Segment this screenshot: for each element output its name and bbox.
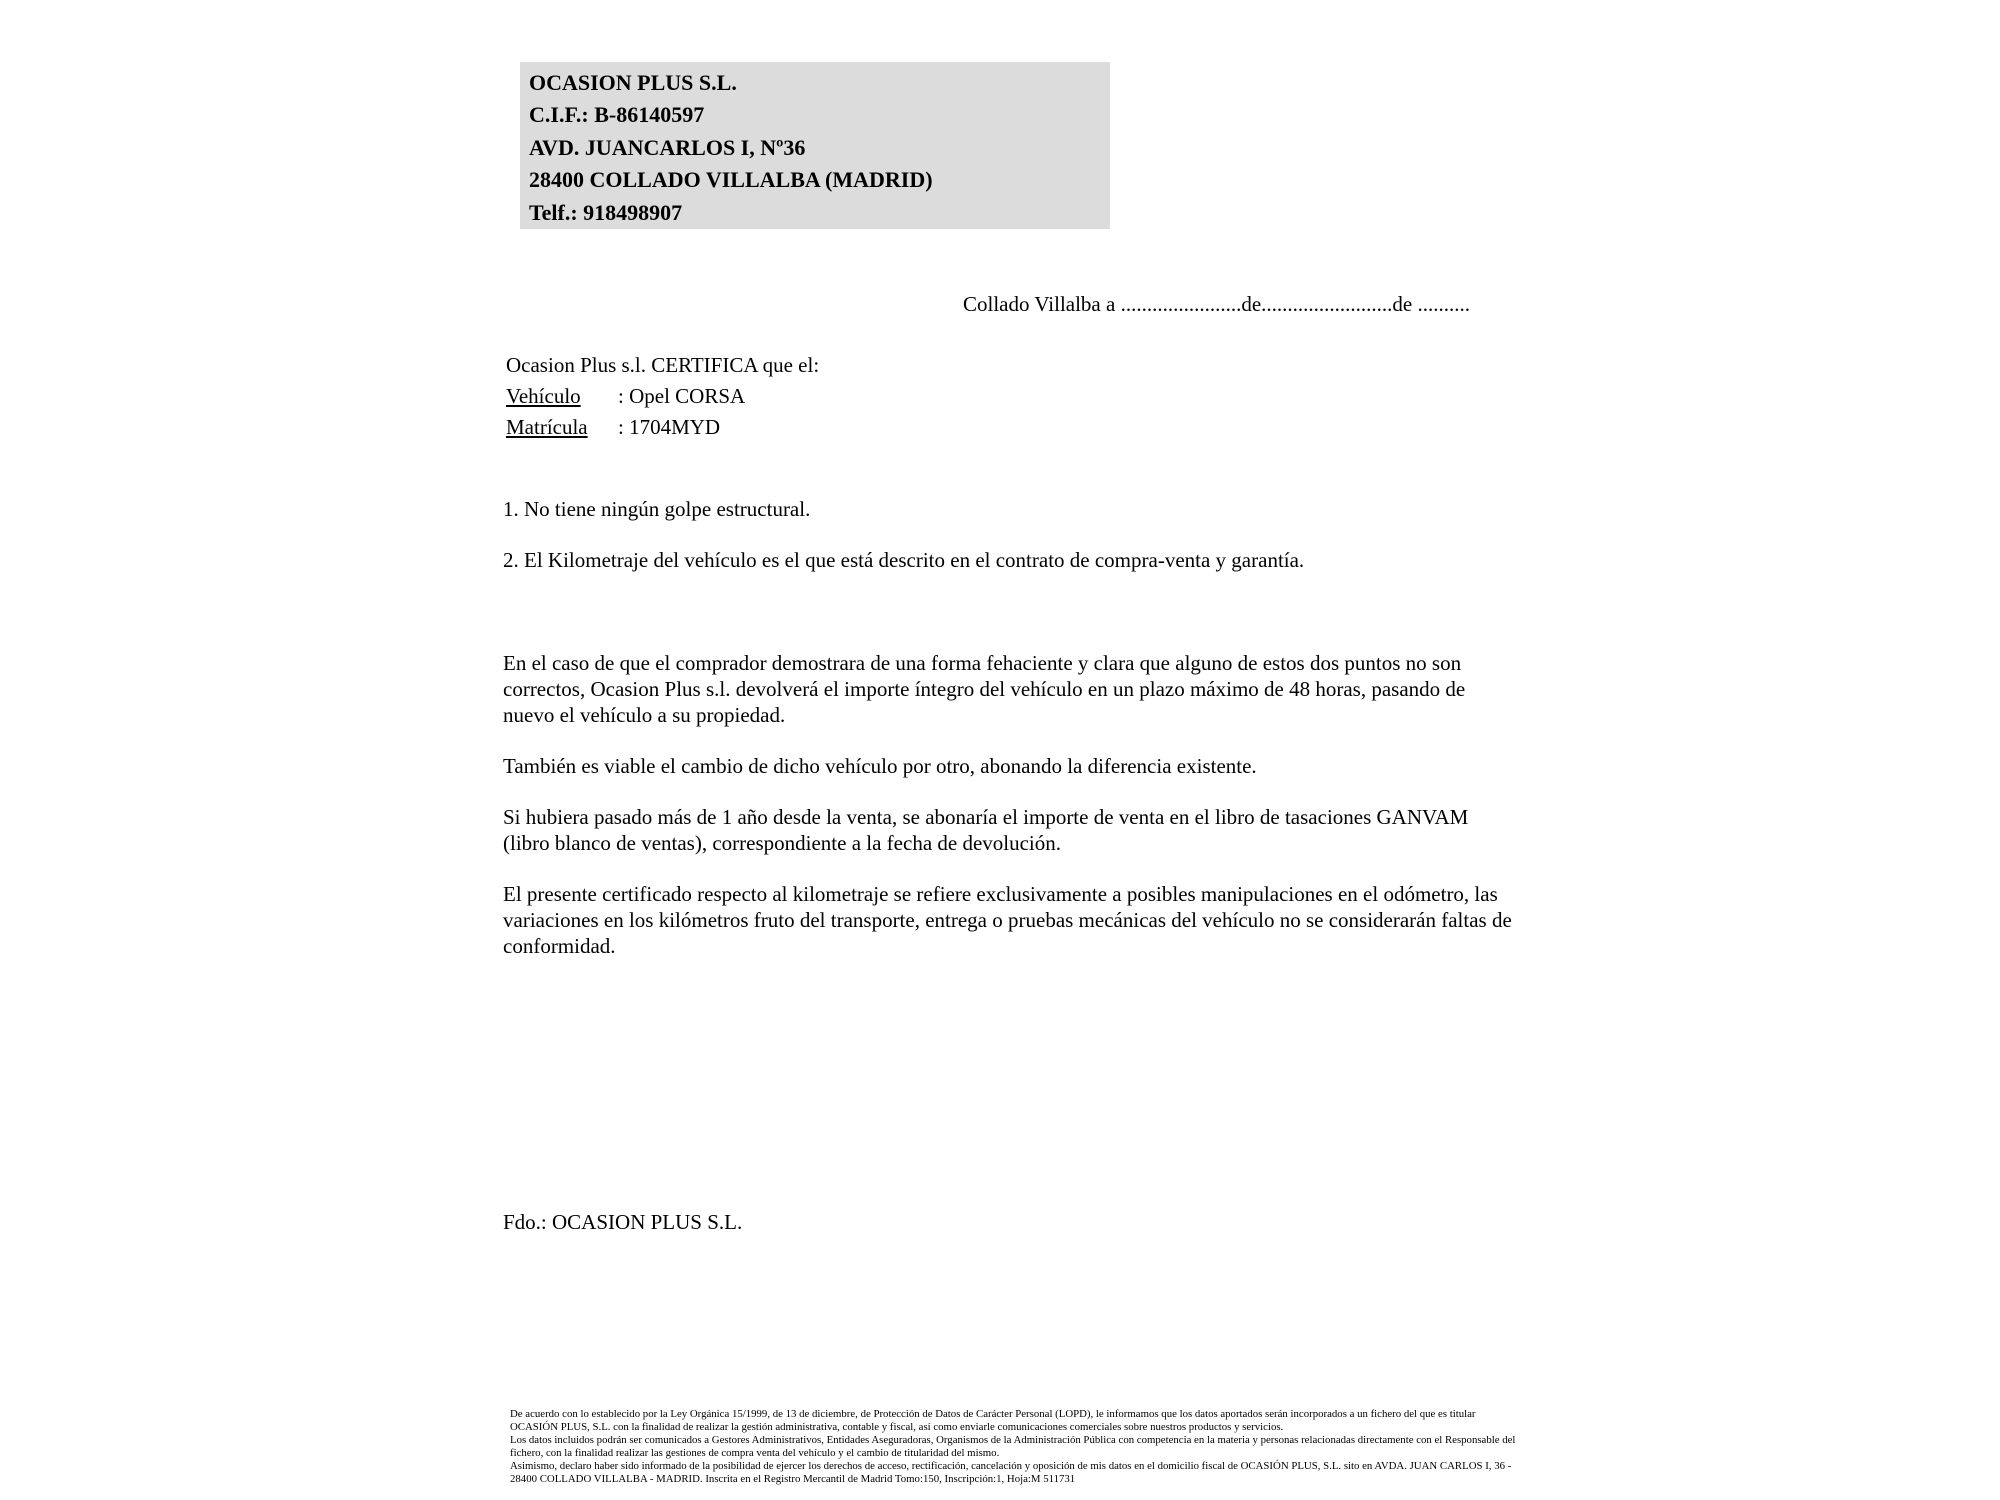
vehicle-field (506, 381, 819, 412)
plate-field (506, 412, 819, 443)
legal-paragraph-lopd: De acuerdo con lo establecido por la Ley Orgánica 15/1999, de 13 de diciembre, de Protección de Datos de Carácter Personal (LOPD), le informamos que los datos aportados serán incorporados a un fichero del que es titular OCASIÓN PLUS, S.L. con la finalidad de realizar la gestión administrativa, contable y fiscal, así como enviarle comunicaciones comerciales sobre nuestros productos y servicios. (510, 1408, 1476, 1433)
refund-clause-paragraph: En el caso de que el comprador demostrara de una forma fehaciente y clara que alguno de estos dos puntos no son correctos, Ocasion Plus s.l. devolverá el importe íntegro del vehículo en un plazo máximo de 48 horas, pasando de nuevo el vehículo a su propiedad. (503, 651, 1466, 727)
certified-point-1: 1. No tiene ningún golpe estructural. (503, 497, 811, 521)
company-address: AVD. JUANCARLOS I, Nº36 (529, 134, 806, 160)
odometer-clause-paragraph: El presente certificado respecto al kilometraje se refiere exclusivamente a posibles manipulaciones en el odómetro, las variaciones en los kilómetros fruto del transporte, entrega o pruebas mecánicas del vehículo no se considerarán faltas de conformidad. (503, 882, 1512, 958)
vehicle-value: : Opel CORSA (618, 384, 746, 408)
company-header-box (520, 62, 1110, 229)
plate-value: : 1704MYD (618, 415, 721, 439)
company-city: 28400 COLLADO VILLALBA (MADRID) (529, 167, 933, 193)
company-cif: C.I.F.: B-86140597 (529, 102, 705, 128)
legal-fine-print (510, 1408, 1525, 1486)
signature-line: Fdo.: OCASION PLUS S.L. (503, 1210, 743, 1234)
certificate-intro: Ocasion Plus s.l. CERTIFICA que el: (506, 353, 820, 377)
legal-paragraph-data-sharing: Los datos incluidos podrán ser comunicados a Gestores Administrativos, Entidades Aseguradoras, Organismos de la Administración Pública con competencia en la materia y personas relacionadas directamente con el Responsable del fichero, con la finalidad realizar las gestiones de compra venta del vehículo y el cambio de titularidad del mismo. (510, 1434, 1516, 1459)
company-name: OCASION PLUS S.L. (529, 70, 737, 95)
date-line: Collado Villalba a .......................de.........................de .......... (963, 292, 1470, 316)
certificate-statement-block (506, 350, 819, 443)
legal-paragraph-rights: Asimismo, declaro haber sido informado de la posibilidad de ejercer los derechos de acceso, rectificación, cancelación y oposición de mis datos en el domicilio fiscal de OCASIÓN PLUS, S.L. sito en AVDA. JUAN CARLOS I, 36 - 28400 COLLADO VILLALBA - MADRID. Inscrita en el Registro Mercantil de Madrid Tomo:150, Inscripción:1, Hoja:M 511731 (510, 1460, 1512, 1485)
company-phone: Telf.: 918498907 (529, 199, 683, 225)
exchange-clause-paragraph: También es viable el cambio de dicho vehículo por otro, abonando la diferencia existente. (503, 754, 1257, 778)
ganvam-clause-paragraph: Si hubiera pasado más de 1 año desde la venta, se abonaría el importe de venta en el libro de tasaciones GANVAM (libro blanco de ventas), correspondiente a la fecha de devolución. (503, 805, 1469, 855)
plate-label-wrap (506, 412, 618, 443)
plate-label: Matrícula (506, 415, 588, 439)
vehicle-label-wrap (506, 381, 618, 412)
certified-point-2: 2. El Kilometraje del vehículo es el que está descrito en el contrato de compra-venta y garantía. (503, 548, 1305, 572)
vehicle-label: Vehículo (506, 384, 581, 408)
